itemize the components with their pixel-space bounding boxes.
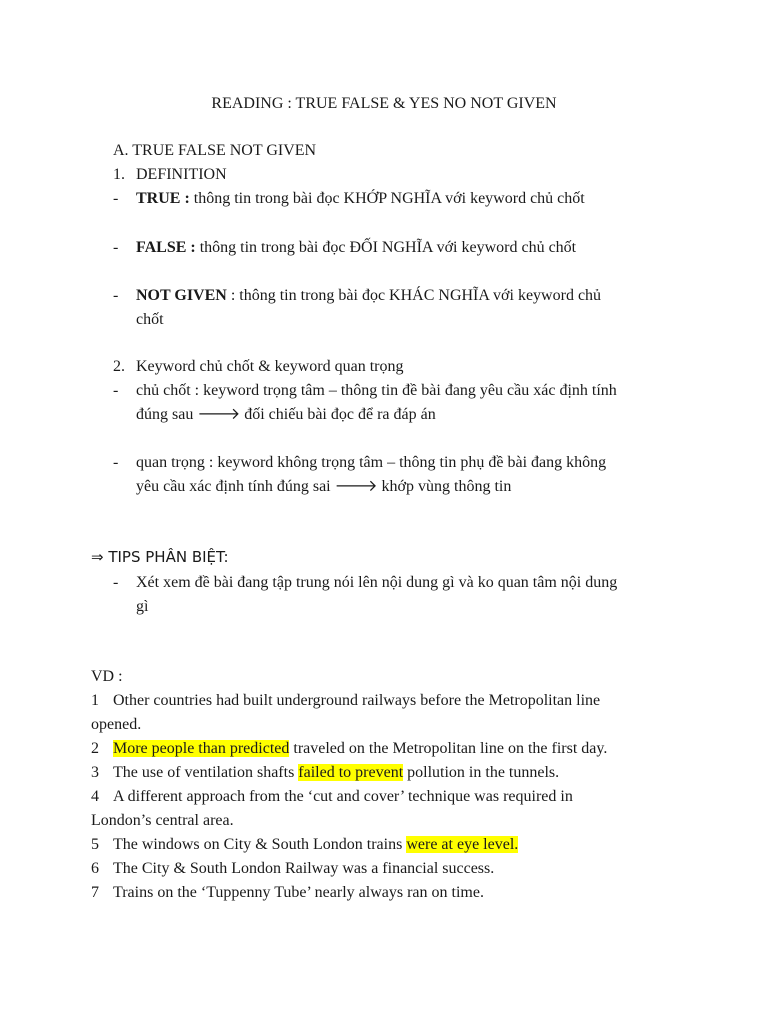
false-label: FALSE : (136, 239, 196, 256)
vd-item-text (113, 761, 559, 785)
vd-item-rest: pollution in the tunnels. (403, 764, 560, 781)
vd-item-number: 6 (91, 860, 99, 877)
bullet-dash: - (113, 239, 119, 256)
vd-item-number: 5 (91, 836, 99, 853)
vd-item-text (113, 833, 518, 857)
vd-item-text: Other countries had built underground railways before the Metropolitan line (113, 692, 601, 709)
vd-item-number: 7 (91, 884, 99, 901)
bullet-dash: - (113, 454, 119, 471)
notgiven-definition (136, 284, 601, 308)
vd-item-text-cont: London’s central area. (91, 812, 234, 829)
tips-line1: Xét xem đề bài đang tập trung nói lên nội dung gì và ko quan tâm nội dung (136, 574, 618, 591)
chuchot-line2 (136, 403, 436, 427)
bullet-dash: - (113, 287, 119, 304)
vd-item-number: 2 (91, 740, 99, 757)
quantrong-text: yêu cầu xác định tính đúng sai (136, 478, 335, 495)
vd-item-text (113, 737, 607, 761)
arrow-right-icon: 🡒 (197, 406, 241, 423)
quantrong-line1: quan trọng : keyword không trọng tâm – thông tin phụ đề bài đang không (136, 454, 607, 471)
true-label: TRUE : (136, 190, 190, 207)
definition-heading: DEFINITION (136, 166, 227, 183)
chuchot-text: đúng sau (136, 406, 198, 423)
true-definition (136, 187, 585, 211)
bullet-dash: - (113, 574, 119, 591)
tips-line2: gì (136, 598, 149, 615)
notgiven-text: : thông tin trong bài đọc KHÁC NGHĨA với keyword chủ (226, 287, 602, 304)
bullet-dash: - (113, 190, 119, 207)
vd-item-rest: traveled on the Metropolitan line on the first day. (289, 740, 608, 757)
bullet-dash: - (113, 382, 119, 399)
highlighted-phrase: failed to prevent (298, 764, 404, 781)
vd-item-text: The City & South London Railway was a financial success. (113, 860, 495, 877)
notgiven-text-cont: chốt (136, 311, 164, 328)
vd-item-lead: The use of ventilation shafts (113, 764, 299, 781)
false-text: thông tin trong bài đọc ĐỐI NGHĨA với keyword chủ chốt (195, 239, 577, 256)
section-a-heading: A. TRUE FALSE NOT GIVEN (113, 142, 317, 159)
arrow-right-icon: 🡒 (334, 478, 378, 495)
vd-label: VD : (91, 668, 123, 685)
definition-number: 1. (113, 166, 125, 183)
notgiven-label: NOT GIVEN (136, 287, 227, 304)
tips-heading: ⇒ TIPS PHÂN BIỆT: (91, 548, 229, 566)
false-definition (136, 236, 576, 260)
keyword-heading: Keyword chủ chốt & keyword quan trọng (136, 358, 404, 375)
vd-item-number: 1 (91, 692, 99, 709)
chuchot-line1: chủ chốt : keyword trọng tâm – thông tin đề bài đang yêu cầu xác định tính (136, 382, 617, 399)
vd-item-number: 3 (91, 764, 99, 781)
highlighted-phrase: More people than predicted (113, 740, 290, 757)
vd-item-lead: The windows on City & South London trains (113, 836, 407, 853)
quantrong-line2 (136, 475, 511, 499)
true-text: thông tin trong bài đọc KHỚP NGHĨA với keyword chủ chốt (189, 190, 585, 207)
highlighted-phrase: were at eye level. (406, 836, 519, 853)
quantrong-text: khớp vùng thông tin (377, 478, 512, 495)
vd-item-text: Trains on the ‘Tuppenny Tube’ nearly always ran on time. (113, 884, 484, 901)
chuchot-text: đối chiếu bài đọc để ra đáp án (240, 406, 436, 423)
vd-item-text: A different approach from the ‘cut and cover’ technique was required in (113, 788, 573, 805)
page-title: READING : TRUE FALSE & YES NO NOT GIVEN (211, 95, 557, 112)
keyword-number: 2. (113, 358, 125, 375)
vd-item-text-cont: opened. (91, 716, 142, 733)
vd-item-number: 4 (91, 788, 99, 805)
